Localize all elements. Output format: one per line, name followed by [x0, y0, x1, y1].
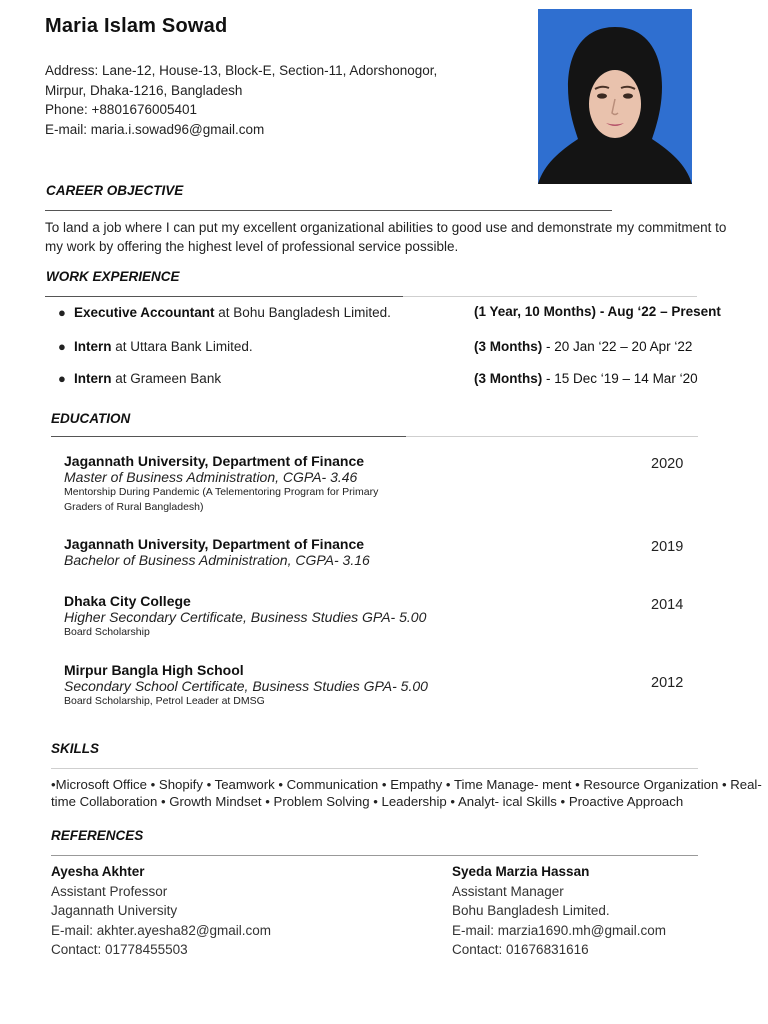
bullet-icon: ●: [58, 371, 66, 386]
degree: Secondary School Certificate, Business Studies GPA- 5.00: [64, 678, 428, 694]
institution: Jagannath University, Department of Finance: [64, 453, 365, 469]
work-item-1-dates: [474, 304, 721, 319]
work-experience-heading: WORK EXPERIENCE: [46, 269, 180, 284]
reference-position: Assistant Professor: [51, 883, 168, 899]
email: E-mail: maria.i.sowad96@gmail.com: [45, 121, 265, 137]
education-item-3: [64, 593, 624, 640]
reference-1: [51, 862, 271, 960]
portrait-illustration: [538, 9, 692, 184]
institution: Dhaka City College: [64, 593, 191, 609]
reference-2: [452, 862, 666, 960]
education-divider-left: [51, 436, 406, 437]
reference-org: Jagannath University: [51, 903, 178, 918]
career-objective-text: To land a job where I can put my excellent organizational abilities to good use and demonstrate my commitment to my work by offering the highest level of professional service possible.: [45, 220, 727, 254]
work-divider-left: [45, 296, 403, 297]
work-item-2: [58, 339, 253, 354]
education-heading: EDUCATION: [51, 411, 131, 426]
education-divider-right: [406, 436, 698, 437]
job-org: at Bohu Bangladesh Limited.: [214, 305, 391, 320]
reference-contact: Contact: 01778455503: [51, 942, 188, 957]
institution: Mirpur Bangla High School: [64, 662, 244, 678]
job-range: - 15 Dec ‘19 – 14 Mar ‘20: [542, 371, 698, 386]
education-item-4: [64, 662, 624, 709]
work-item-3: [58, 371, 221, 386]
job-role: Intern: [74, 339, 112, 354]
work-divider-right: [403, 296, 697, 297]
work-item-3-dates: [474, 371, 698, 386]
job-duration: (3 Months): [474, 339, 543, 354]
skills-list: •Microsoft Office • Shopify • Teamwork • Communication • Empathy • Time Manage- ment • Resource Organization • Real-time Collaboration • Growth Mindset • Problem Solving • Leadership • Analyt- ical Skills • Proactive Approach: [51, 777, 762, 809]
education-item-1: [64, 453, 624, 515]
contact-block: [45, 61, 437, 139]
career-divider: [45, 210, 612, 211]
job-role: Intern: [74, 371, 112, 386]
reference-contact: Contact: 01676831616: [452, 942, 589, 957]
job-range: - 20 Jan ‘22 – 20 Apr ‘22: [542, 339, 693, 354]
address-line-1: Address: Lane-12, House-13, Block-E, Section-11, Adorshonogor,: [45, 63, 438, 78]
job-org: at Grameen Bank: [111, 371, 222, 386]
skills-heading: SKILLS: [51, 741, 100, 756]
address-line-2: Mirpur, Dhaka-1216, Bangladesh: [45, 82, 243, 98]
profile-photo: [538, 9, 692, 184]
reference-name: Ayesha Akhter: [51, 864, 145, 879]
job-org: at Uttara Bank Limited.: [111, 339, 253, 354]
education-year-1: 2020: [651, 456, 684, 472]
career-objective-heading: CAREER OBJECTIVE: [46, 183, 184, 198]
education-item-2: [64, 536, 624, 568]
skills-divider: [51, 768, 698, 769]
references-divider: [51, 855, 698, 856]
job-duration: (1 Year, 10 Months): [474, 304, 597, 319]
job-duration: (3 Months): [474, 371, 543, 386]
degree: Master of Business Administration, CGPA- 3.46: [64, 469, 358, 485]
references-heading: REFERENCES: [51, 828, 144, 843]
work-item-2-dates: [474, 339, 692, 354]
reference-email: E-mail: akhter.ayesha82@gmail.com: [51, 922, 272, 938]
job-role: Executive Accountant: [74, 305, 215, 320]
work-item-1: [58, 305, 391, 320]
reference-name: Syeda Marzia Hassan: [452, 864, 590, 879]
degree: Bachelor of Business Administration, CGPA- 3.16: [64, 552, 370, 568]
reference-position: Assistant Manager: [452, 883, 564, 899]
education-note: Mentorship During Pandemic (A Telementoring Program for Primary Graders of Rural Bangladesh): [64, 486, 379, 513]
education-year-4: 2012: [651, 675, 684, 691]
phone: Phone: +8801676005401: [45, 102, 198, 117]
job-range: - Aug ‘22 – Present: [596, 304, 721, 319]
candidate-name: Maria Islam Sowad: [45, 15, 228, 37]
education-year-2: 2019: [651, 539, 684, 555]
reference-org: Bohu Bangladesh Limited.: [452, 903, 610, 918]
education-year-3: 2014: [651, 597, 684, 613]
education-note: Board Scholarship, Petrol Leader at DMSG: [64, 695, 265, 707]
bullet-icon: ●: [58, 339, 66, 354]
education-note: Board Scholarship: [64, 626, 150, 638]
institution: Jagannath University, Department of Finance: [64, 536, 365, 552]
reference-email: E-mail: marzia1690.mh@gmail.com: [452, 922, 667, 938]
bullet-icon: ●: [58, 305, 66, 320]
degree: Higher Secondary Certificate, Business Studies GPA- 5.00: [64, 609, 427, 625]
